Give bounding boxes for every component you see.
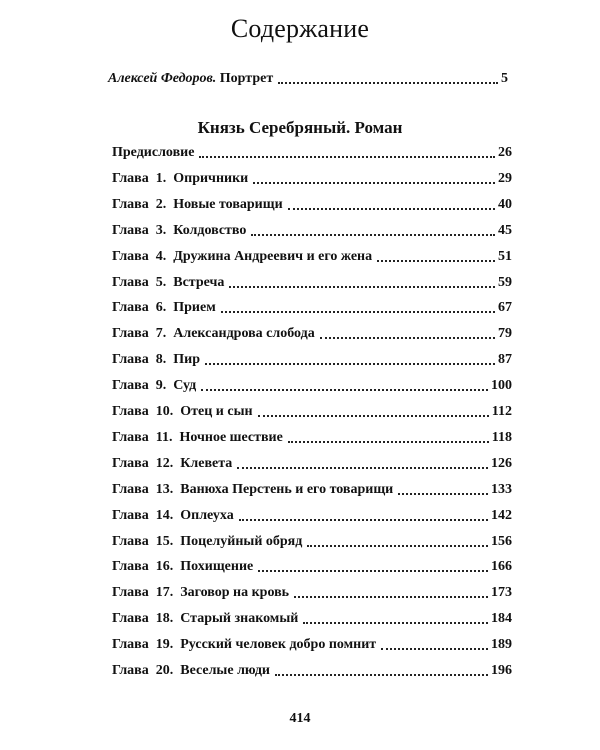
- dot-leader: [381, 648, 488, 650]
- toc-entry-page: 118: [491, 429, 512, 445]
- toc-entry-label: Глава 7. Александрова слобода: [112, 326, 315, 342]
- toc-entry-label: Глава 6. Прием: [112, 300, 216, 316]
- toc-entry-label: [108, 70, 273, 88]
- toc-entry-label: Глава 8. Пир: [112, 352, 200, 368]
- toc-entry-page: 40: [498, 196, 512, 212]
- toc-entry-page: 5: [501, 71, 508, 86]
- toc-entry-label: Глава 19. Русский человек добро помнит: [112, 637, 377, 653]
- dot-leader: [288, 208, 495, 210]
- toc-entry[interactable]: [112, 375, 512, 395]
- toc-entry-label: Глава 16. Похищение: [112, 559, 254, 575]
- toc-entry-label: Глава 12. Клевета: [112, 455, 233, 471]
- portrait-author: Алексей Федоров.: [108, 71, 217, 86]
- toc-entry-label: Глава 5. Встреча: [112, 274, 225, 290]
- toc-entry[interactable]: [112, 427, 512, 447]
- dot-leader: [275, 674, 488, 676]
- toc-entry-label: Глава 2. Новые товарищи: [112, 196, 283, 212]
- page-title: Содержание: [230, 14, 370, 43]
- toc-entry[interactable]: [112, 323, 512, 343]
- dot-leader: [320, 337, 495, 339]
- dot-leader: [199, 156, 495, 158]
- toc-entry[interactable]: [112, 297, 512, 317]
- dot-leader: [258, 415, 489, 417]
- toc-entry-page: 59: [498, 274, 512, 290]
- toc-entry-page: 126: [491, 455, 512, 471]
- toc-entry-page: 189: [491, 637, 512, 653]
- toc-entry-page: 196: [491, 663, 512, 678]
- toc-entry-label: Глава 11. Ночное шествие: [112, 429, 283, 445]
- toc-entry-page: 67: [498, 300, 512, 316]
- dot-leader: [237, 467, 488, 469]
- toc-entry-label: Глава 20. Веселые люди: [112, 663, 270, 678]
- toc-entry[interactable]: [112, 660, 512, 680]
- toc-entry[interactable]: [112, 505, 512, 525]
- toc-entry[interactable]: [112, 453, 512, 473]
- toc-entry-label: Глава 13. Ванюха Перстень и его товарищи: [112, 481, 394, 497]
- dot-leader: [294, 596, 488, 598]
- dot-leader: [307, 545, 488, 547]
- toc-entry-label: Глава 9. Суд: [112, 378, 197, 394]
- toc-entry[interactable]: [112, 272, 512, 292]
- dot-leader: [398, 493, 488, 495]
- toc-entry[interactable]: [112, 479, 512, 499]
- toc-entry-label: Глава 3. Колдовство: [112, 222, 247, 238]
- toc-entry-page: 166: [491, 559, 512, 575]
- toc-entry-label: Предисловие: [112, 145, 195, 160]
- dot-leader: [303, 622, 488, 624]
- dot-leader: [377, 260, 495, 262]
- toc-entry-page: 173: [491, 585, 512, 601]
- page-number: 414: [289, 711, 311, 726]
- toc-entry-label: Глава 10. Отец и сын: [112, 404, 253, 419]
- toc-entry-page: 184: [491, 611, 512, 627]
- toc-entry-page: 79: [498, 326, 512, 342]
- toc-entry-label: Глава 15. Поцелуйный обряд: [112, 533, 303, 549]
- dot-leader: [278, 82, 498, 84]
- dot-leader: [205, 363, 495, 365]
- dot-leader: [251, 234, 495, 236]
- dot-leader: [253, 182, 495, 184]
- dot-leader: [258, 570, 488, 572]
- toc-entry[interactable]: [112, 531, 512, 551]
- section-heading: Князь Серебряный. Роман: [197, 118, 403, 137]
- toc-entry[interactable]: [112, 582, 512, 602]
- toc-entry-label: Глава 4. Дружина Андреевич и его жена: [112, 248, 373, 264]
- toc-entry-page: 142: [491, 507, 512, 523]
- dot-leader: [201, 389, 488, 391]
- toc-entry-page: 156: [491, 533, 512, 549]
- toc-entry[interactable]: [112, 349, 512, 369]
- dot-leader: [288, 441, 489, 443]
- dot-leader: [239, 519, 488, 521]
- toc-entry[interactable]: [112, 168, 512, 188]
- dot-leader: [229, 286, 495, 288]
- toc-entry-label: Глава 17. Заговор на кровь: [112, 585, 290, 601]
- toc-entry-portrait[interactable]: [108, 68, 508, 88]
- toc-entry-page: 45: [498, 222, 512, 238]
- toc-entry[interactable]: [112, 246, 512, 266]
- toc-entry-page: 133: [491, 481, 512, 497]
- toc-entry[interactable]: [112, 401, 512, 421]
- dot-leader: [221, 311, 495, 313]
- toc-entry[interactable]: [112, 556, 512, 576]
- toc-entry[interactable]: [112, 220, 512, 240]
- toc-entry[interactable]: [112, 142, 512, 162]
- toc-entry-label: Глава 1. Опричники: [112, 170, 249, 186]
- toc-entry-label: Глава 18. Старый знакомый: [112, 611, 299, 627]
- toc-entry-label: Глава 14. Оплеуха: [112, 507, 234, 523]
- toc-entry-page: 51: [498, 248, 512, 264]
- toc-entry-page: 29: [498, 170, 512, 186]
- toc-entry-page: 100: [491, 378, 512, 394]
- toc-entry[interactable]: [112, 634, 512, 654]
- toc-entry[interactable]: [112, 194, 512, 214]
- toc-entry-page: 112: [491, 404, 512, 419]
- toc-entry-page: 26: [498, 145, 512, 160]
- toc-entry[interactable]: [112, 608, 512, 628]
- portrait-title: Портрет: [219, 71, 274, 86]
- toc-entry-page: 87: [498, 352, 512, 368]
